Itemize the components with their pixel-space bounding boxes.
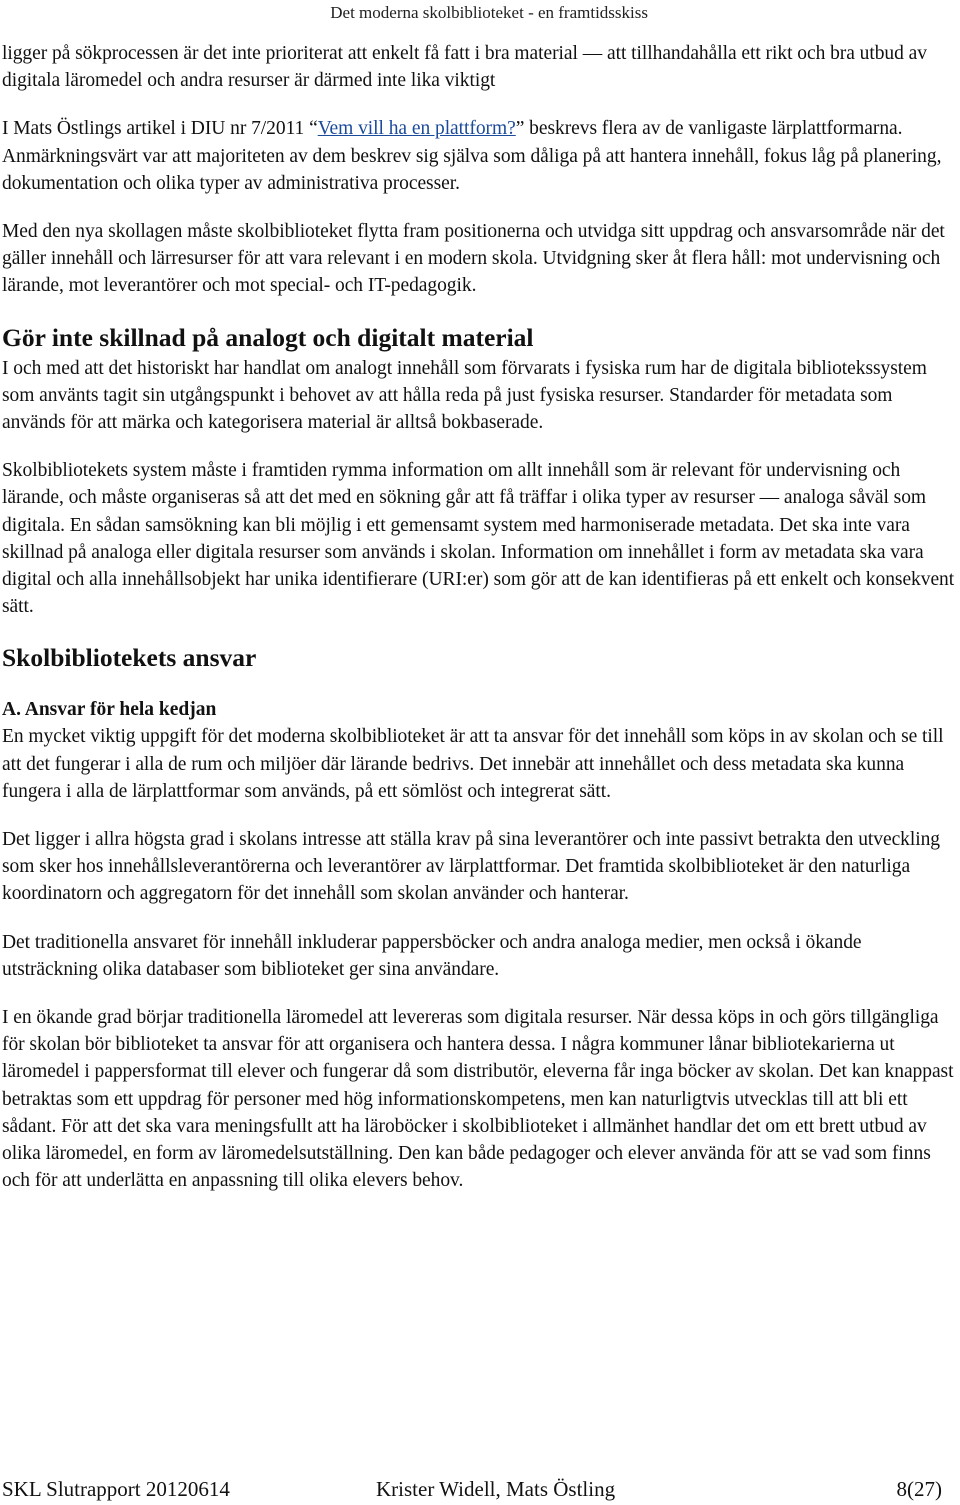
paragraph-new-school-law: Med den nya skollagen måste skolbiblioteket flytta fram positionerna och utvidga sitt uppdrag och ansvarsområde när det gäller innehåll och lärresurser för att vara relevant i en modern skola. Utvidgning sker åt flera håll: mot undervisning och lärande, mot leverantörer och mot special- och IT-pedagogik. [2,221,945,297]
footer-authors: Krister Widell, Mats Östling [376,1477,616,1501]
running-header: Det moderna skolbiblioteket - en framtidsskiss [330,3,648,22]
footer-page-number: 8(27) [896,1477,942,1501]
article-link[interactable]: Vem vill ha en plattform? [317,118,516,140]
paragraph-future-systems: Skolbibliotekets system måste i framtiden rymma information om allt innehåll som är relevant för undervisning och lärande, och måste organiseras så att det med en sökning går att få träffar i olika typer av resurser — analoga såväl som digitala. En sådan samsökning kan bli möjlig i ett gemensamt system med harmoniserade metadata. Det ska inte vara skillnad på analoga eller digitala resurser som används i skolan. Information om innehållet i form av metadata ska vara digital och alla innehållsobjekt har unika identifierare (URI:er) som gör att de kan identifieras på ett enkelt och konsekvent sätt. [2,460,955,618]
paragraph-platform-article-lead: I Mats Östlings artikel i DIU nr 7/2011 “ [2,118,318,140]
paragraph-traditional-responsibility: Det traditionella ansvaret för innehåll inkluderar pappersböcker och andra analoga medier, men också i ökande utsträckning olika databaser som biblioteket ger sina användare. [2,931,862,980]
section-heading-analog-digital: Gör inte skillnad på analogt och digitalt material [2,322,534,352]
subsection-heading-whole-chain: A. Ansvar för hela kedjan [2,699,217,721]
paragraph-digital-textbooks: I en ökande grad börjar traditionella läromedel att levereras som digitala resurser. När dessa köps in och görs tillgängliga för skolan bör biblioteket ta ansvar för att organisera och hantera dessa. I några kommuner lånar bibliotekarierna ut läromedel i pappersformat till elever och fungerar då som distributör, eleverna får inga böcker av skolan. Det kan knappast betraktas som ett uppdrag för personer med hög informationskompetens, men kan naturligtvis utvecklas till att bli ett sådant. För att det ska vara meningsfullt att ha läroböcker i skolbiblioteket i allmänhet handlar det om ett brett utbud av olika läromedel, en form av läromedelsutställning. Den kan både pedagoger och elever använda för att se vad som finns och för att underlätta en anpassning till olika elevers behov. [2,1007,954,1192]
paragraph-important-task: En mycket viktig uppgift för det moderna skolbiblioteket är att ta ansvar för det innehåll som köps in av skolan och se till att det fungerar i alla de rum och miljöer där lärande bedrivs. Det innebär att innehållet och dess metadata ska kunna fungera i alla de lärplattformar som används, på ett sömlöst och integrerat sätt. [2,726,944,802]
paragraph-school-interest: Det ligger i allra högsta grad i skolans intresse att ställa krav på sina leverantörer och inte passivt betrakta den utveckling som sker hos innehållsleverantörerna och leverantörer av lärplattformar. Det framtida skolbiblioteket är den naturliga koordinatorn och aggregatorn för det innehåll som skolan använder och hanterar. [2,829,941,905]
paragraph-platform-article [2,115,956,197]
section-heading-library-responsibility: Skolbibliotekets ansvar [2,643,257,673]
page-body [2,40,956,1195]
footer-report-name: SKL Slutrapport 20120614 [2,1477,230,1501]
paragraph-platform-article-tail: ” beskrevs flera av de vanligaste lärplattformarna. Anmärkningsvärt var att majoriteten av dem beskrev sig själva som dåliga på att hantera innehåll, fokus låg på planering, dokumentation och olika typer av administrativa processer. [2,118,942,194]
paragraph-intro-continuation: ligger på sökprocessen är det inte prioriterat att enkelt få fatt i bra material — att tillhandahålla ett rikt och bra utbud av digitala läromedel och andra resurser är därmed inte lika viktigt [2,43,927,92]
paragraph-historical-systems: I och med att det historiskt har handlat om analogt innehåll som förvarats i fysiska rum har de digitala bibliotekssystem som använts tagit sin utgångspunkt i behovet av att hålla reda på just fysiska resurser. Standarder för metadata som används för att märka och kategorisera material är alltså bokbaserade. [2,357,927,434]
